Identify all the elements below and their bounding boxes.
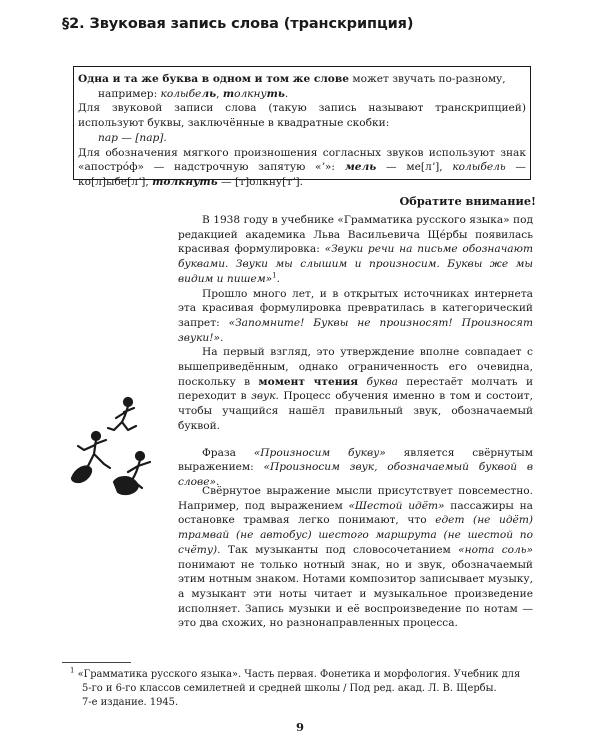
rule-3 [78, 146, 526, 190]
paragraph-1 [178, 213, 533, 287]
example-tolknut-first: т [222, 87, 235, 100]
p4-italic-2: «Произносим звук, обозначаемый буквой в слове» [178, 461, 533, 488]
example-tolknut-ending: ть [266, 87, 285, 100]
rule-2-text: Для звуковой записи слова (такую запись называют транскрипцией) используют буквы, заключённые в квадратные скобки: [78, 102, 526, 130]
example-tolknut-transcription: — [т]олкну[тʼ]. [217, 175, 303, 188]
footnote-ref: 1 [272, 271, 277, 280]
example-kolybel-2: колыбель [452, 161, 506, 174]
paragraph-3 [178, 345, 533, 433]
rule-3-text: Для обозначения мягкого произношения согласных звуков используют знак «апостро́ф» — надстрочную запятую «ʼ»: [78, 146, 526, 174]
p5-text-d: понимают не только нотный знак, но и звук, обозначаемый этим нотным знаком. Нотами композитор записывает музыку, а музыкант эти ноты читает и музыкальное произведение исполняет. Запись музыки и её воспроизведение по нотам — это два схожих, но разнонаправленных процесса. [178, 558, 533, 630]
rule-2 [78, 101, 526, 145]
rule-2-example: пар — [пар]. [98, 131, 167, 144]
paragraph-2 [178, 287, 533, 346]
dancing-figures-illustration [66, 396, 158, 498]
p4-text: Фраза [202, 446, 254, 459]
rule-1-example [78, 87, 526, 102]
rule-1-bold: Одна и та же буква в одном и том же слове [78, 73, 349, 85]
rule-2-example-line [78, 131, 526, 146]
footnote-line-2: 5-го и 6-го классов семилетней и средней школы / Под ред. акад. Л. В. Щербы. [82, 683, 497, 694]
rule-1-example-lead: например: [98, 87, 161, 100]
example-mel: мель [344, 161, 377, 174]
p5-italic-3: «нота соль» [458, 543, 533, 556]
body-block-1 [178, 213, 533, 490]
p1-text: В 1938 году в учебнике «Грамматика русского языка» под редакцией академика Льва Васильевича Ще́рбы появилась красивая формулировка: [178, 214, 533, 256]
footnote-rule [62, 662, 131, 663]
p5-text-b: пассажиры на остановке трамвая легко понимают, что [178, 499, 533, 527]
p3-italic-2: звук [251, 390, 276, 403]
rule-1 [78, 72, 526, 101]
example-kolybel-transcription: — ко[л]ыбе[лʼ], [78, 161, 526, 188]
footnote-line-1: «Грамматика русского языка». Часть первая. Фонетика и морфология. Учебник для [74, 669, 521, 680]
p3-text-c: . Процесс обучения именно в том и состоит, чтобы учащийся нашёл правильный звук, обозначаемый буквой. [178, 390, 533, 432]
p1-end: . [276, 272, 280, 285]
example-end: . [284, 87, 289, 100]
attention-label: Обратите внимание! [399, 194, 536, 208]
p5-italic-2: едет (не идёт) трамвай (не автобус) шестого маршрута (не шестой по счёту) [178, 514, 534, 556]
example-tolknut: олкну [234, 87, 267, 100]
page-number: 9 [295, 720, 304, 734]
example-tolknut-2: толкнуть [152, 175, 218, 188]
rule-box [73, 66, 531, 188]
paragraph-5 [178, 484, 533, 631]
p2-end: . [219, 331, 224, 344]
example-mel-transcription: — ме[лʼ], [376, 161, 453, 174]
footnote [70, 668, 533, 710]
p5-text-c: . Так музыканты под словосочетанием [217, 543, 459, 556]
p5-italic-1: «Шестой идёт» [348, 499, 445, 512]
p2-quote: «Запомните! Буквы не произносят! Произносят звуки!» [178, 316, 533, 344]
p5-text: Свёрнутое выражение мысли присутствует повсеместно. Например, под выражением [178, 485, 533, 512]
p4-text-b: является свёрнутым выражением: [178, 446, 533, 474]
footnote-line-3: 7-е издание. 1945. [82, 697, 179, 708]
p3-bold: момент чтения [258, 375, 359, 388]
example-kolybel: колыбе [160, 87, 202, 100]
p4-end: . [215, 475, 220, 488]
p3-text-b: перестаёт молчать и переходит в [178, 375, 534, 403]
footnote-marker: 1 [70, 666, 75, 675]
example-separator: , [216, 87, 223, 100]
p3-italic: буква [358, 375, 398, 388]
p3-text: На первый взгляд, это утверждение вполне совпадает с вышеприведённым, однако ограниченность его очевидна, поскольку в [178, 346, 533, 388]
p4-italic: «Произносим букву» [253, 446, 386, 459]
body-block-2 [178, 484, 533, 631]
rule-1-text: может звучать по-разному, [348, 73, 506, 85]
example-kolybel-ending: ль [201, 87, 217, 100]
p2-text: Прошло много лет, и в открытых источниках интернета эта красивая формулировка превратилась в категорический запрет: [178, 287, 533, 329]
p1-quote: «Звуки речи на письме обозначают буквами. Звуки мы слышим и произносим. Буквы же мы видим и пишем» [178, 243, 533, 285]
section-heading: §2. Звуковая запись слова (транскрипция) [62, 16, 414, 32]
